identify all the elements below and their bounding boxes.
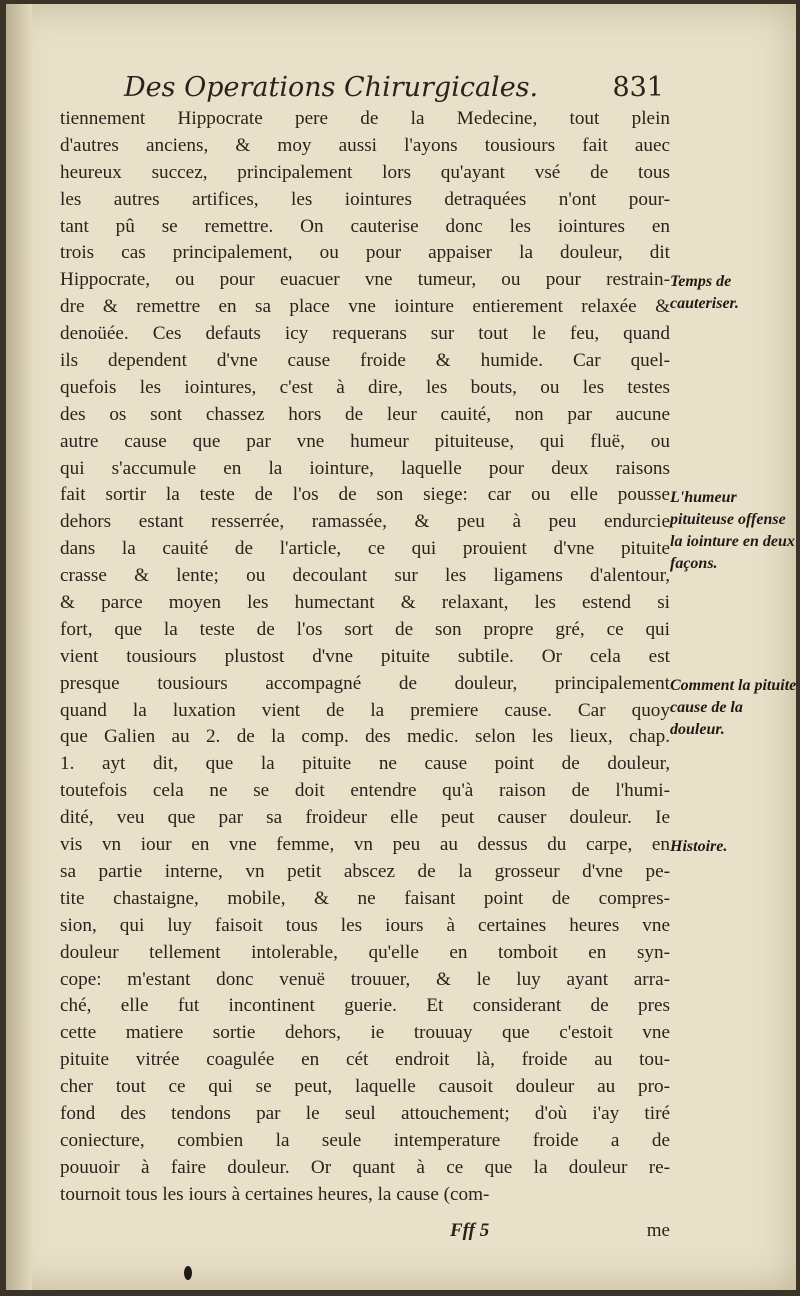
text-line: qui s'accumule en la iointure, laquelle pour deux raisons — [60, 457, 670, 479]
signature-mark: Fff 5 — [450, 1220, 490, 1241]
text-line: coniecture, combien la seule intemperature froide a de — [60, 1129, 670, 1151]
running-title: Des Operations Chirurgicales. — [124, 72, 539, 103]
text-line: Hippocrate, ou pour euacuer vne tumeur, ou pour restrain- — [60, 269, 670, 291]
text-line: dre & remettre en sa place vne iointure entierement relaxée & — [60, 296, 670, 318]
book-page — [6, 4, 796, 1290]
page-footer — [60, 1220, 670, 1250]
margin-note: Comment la pituite cause de la douleur. — [670, 676, 797, 738]
page-gutter — [6, 4, 32, 1290]
catchword: me — [646, 1220, 670, 1241]
margin-note: Histoire. — [670, 838, 728, 856]
body-text — [60, 106, 670, 1209]
text-line: sion, qui luy faisoit tous les iours à certaines heures vne — [60, 914, 670, 936]
text-line: presque tousiours accompagné de douleur, principalement — [60, 672, 670, 694]
text-line: tournoit tous les iours à certaines heures, la cause (com- — [60, 1183, 490, 1205]
text-line: des os sont chassez hors de leur cauité, non par aucune — [60, 403, 670, 425]
text-line: pouuoir à faire douleur. Or quant à ce que la douleur re- — [60, 1156, 670, 1178]
margin-note: L'humeur pituiteuse offense la iointure en deux façons. — [670, 488, 795, 572]
text-line: dans la cauité de l'article, ce qui prouient d'vne pituite — [60, 538, 670, 560]
text-line: fait sortir la teste de l'os de son siege: car ou elle pousse — [60, 484, 670, 506]
text-line: tiennement Hippocrate pere de la Medecine, tout plein — [60, 108, 670, 129]
text-line: d'autres anciens, & moy aussi l'ayons tousiours fait auec — [60, 134, 670, 156]
text-line: cher tout ce qui se peut, laquelle causoit douleur au pro- — [60, 1076, 670, 1098]
text-line: dité, veu que par sa froideur elle peut causer douleur. Ie — [60, 807, 670, 829]
ink-blot — [184, 1266, 192, 1280]
text-line: ché, elle fut incontinent guerie. Et considerant de pres — [60, 995, 670, 1017]
text-line: dehors estant resserrée, ramassée, & peu à peu endurcie — [60, 511, 670, 533]
page-number: 831 — [612, 72, 664, 103]
text-line: toutefois cela ne se doit entendre qu'à raison de l'humi- — [60, 780, 670, 802]
text-line: douleur tellement intolerable, qu'elle en tomboit en syn- — [60, 941, 670, 963]
text-line: denoüée. Ces defauts icy requerans sur tout le feu, quand — [60, 323, 670, 345]
text-line: vis vn iour en vne femme, vn peu au dessus du carpe, en — [60, 834, 670, 856]
text-line: crasse & lente; ou decoulant sur les ligamens d'alentour, — [60, 565, 670, 587]
text-line: cope: m'estant donc venuë trouuer, & le luy ayant arra- — [60, 968, 670, 990]
text-line: cette matiere sortie dehors, ie trouuay que c'estoit vne — [60, 1022, 670, 1044]
text-line: ils dependent d'vne cause froide & humide. Car quel- — [60, 350, 670, 372]
text-line: & parce moyen les humectant & relaxant, les estend si — [60, 592, 670, 614]
text-line: fond des tendons par le seul attouchement; d'où i'ay tiré — [60, 1102, 670, 1124]
text-line: que Galien au 2. de la comp. des medic. selon les lieux, chap. — [60, 726, 670, 748]
text-line: les autres artifices, les iointures detraquées n'ont pour- — [60, 188, 670, 210]
text-line: trois cas principalement, ou pour appaiser la douleur, dit — [60, 242, 670, 264]
text-line: pituite vitrée coagulée en cét endroit là, froide au tou- — [60, 1049, 670, 1071]
text-line: quand la luxation vient de la premiere cause. Car quoy — [60, 699, 670, 721]
text-line: 1. ayt dit, que la pituite ne cause point de douleur, — [60, 753, 670, 775]
text-line: heureux succez, principalement lors qu'ayant vsé de tous — [60, 161, 670, 183]
margin-note: Temps de cauteriser. — [670, 273, 739, 313]
text-line: tite chastaigne, mobile, & ne faisant point de compres- — [60, 887, 670, 909]
text-line: autre cause que par vne humeur pituiteuse, qui fluë, ou — [60, 430, 670, 452]
text-line: tant pû se remettre. On cauterise donc les iointures en — [60, 215, 670, 237]
text-line: sa partie interne, vn petit abscez de la grosseur d'vne pe- — [60, 860, 670, 882]
text-line: quefois les iointures, c'est à dire, les bouts, ou les testes — [60, 376, 670, 398]
text-line: fort, que la teste de l'os sort de son propre gré, ce qui — [60, 618, 670, 640]
text-line: vient tousiours plustost d'vne pituite subtile. Or cela est — [60, 645, 670, 667]
